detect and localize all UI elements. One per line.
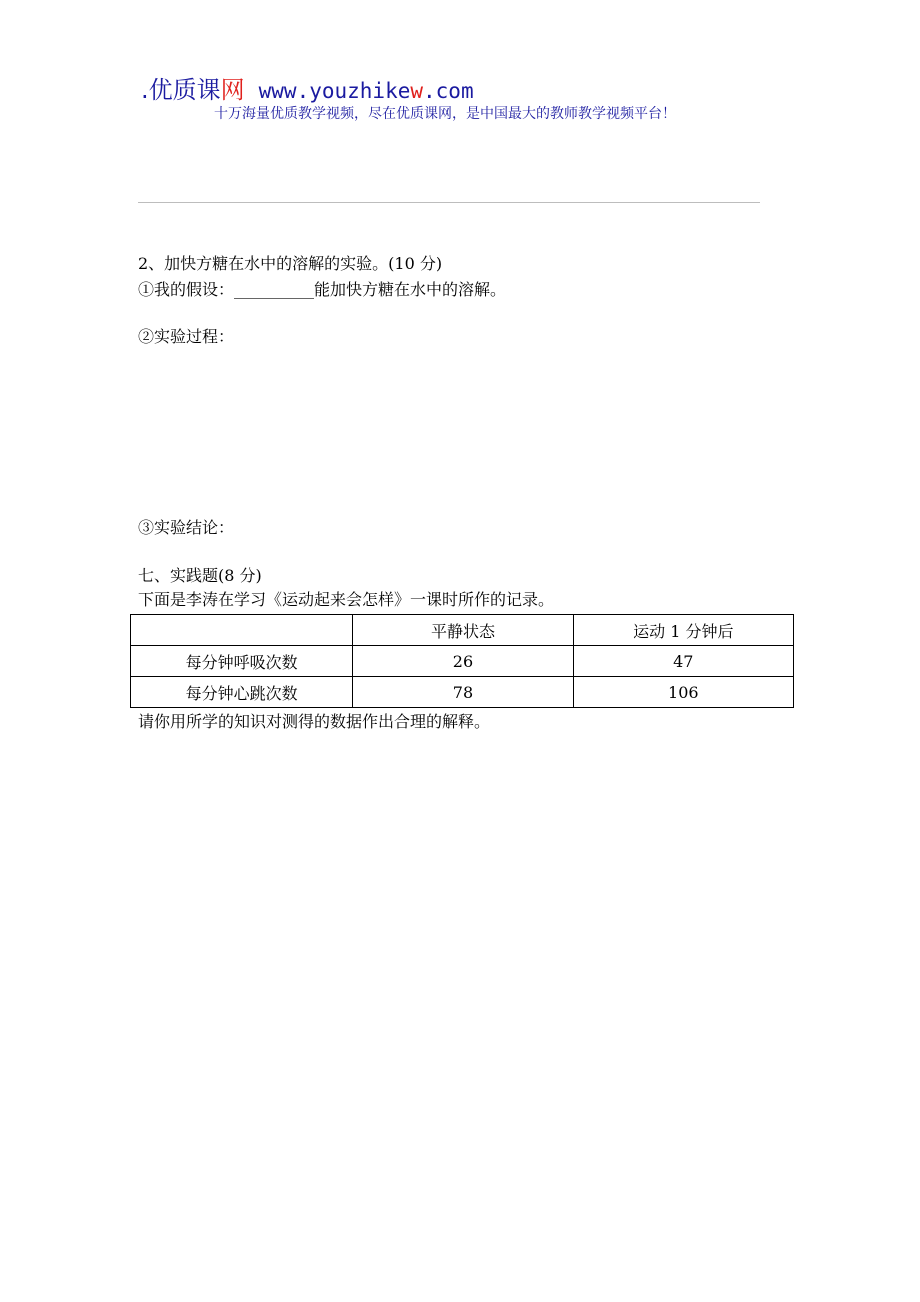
table-header-cell: 平静状态 [353, 615, 573, 646]
table-header-cell: 运动 1 分钟后 [573, 615, 793, 646]
hypothesis-line: ①我的假设：__________能加快方糖在水中的溶解。 [138, 280, 507, 299]
table-header-row [131, 615, 794, 646]
conclusion-label: ③实验结论： [138, 518, 235, 537]
row-label: 每分钟心跳次数 [131, 677, 353, 708]
site-tagline: 十万海量优质教学视频，尽在优质课网，是中国最大的教师教学视频平台！ [214, 106, 676, 122]
site-url-suffix[interactable]: .com [423, 79, 474, 103]
header-divider [138, 202, 760, 203]
site-banner [141, 70, 474, 104]
table-cell: 78 [353, 677, 573, 708]
table-row [131, 646, 794, 677]
row-label: 每分钟呼吸次数 [131, 646, 353, 677]
table-cell: 26 [353, 646, 573, 677]
site-url[interactable]: www.youzhike [258, 79, 411, 103]
brand-name-accent: 网 [220, 76, 245, 104]
brand-name: 优质课 [148, 76, 221, 104]
site-url-accent[interactable]: w [410, 79, 424, 103]
table-row [131, 677, 794, 708]
brand-dot: . [141, 76, 149, 104]
section-7-intro: 下面是李涛在学习《运动起来会怎样》一课时所作的记录。 [138, 590, 555, 609]
question-2-heading: 2、加快方糖在水中的溶解的实验。(10 分) [138, 254, 443, 273]
table-header-cell [131, 615, 353, 646]
table-cell: 106 [573, 677, 793, 708]
process-label: ②实验过程： [138, 327, 235, 346]
record-table [130, 614, 794, 708]
question-prompt: 请你用所学的知识对测得的数据作出合理的解释。 [138, 712, 491, 731]
section-7-heading: 七、实践题(8 分) [138, 566, 262, 585]
table-cell: 47 [573, 646, 793, 677]
